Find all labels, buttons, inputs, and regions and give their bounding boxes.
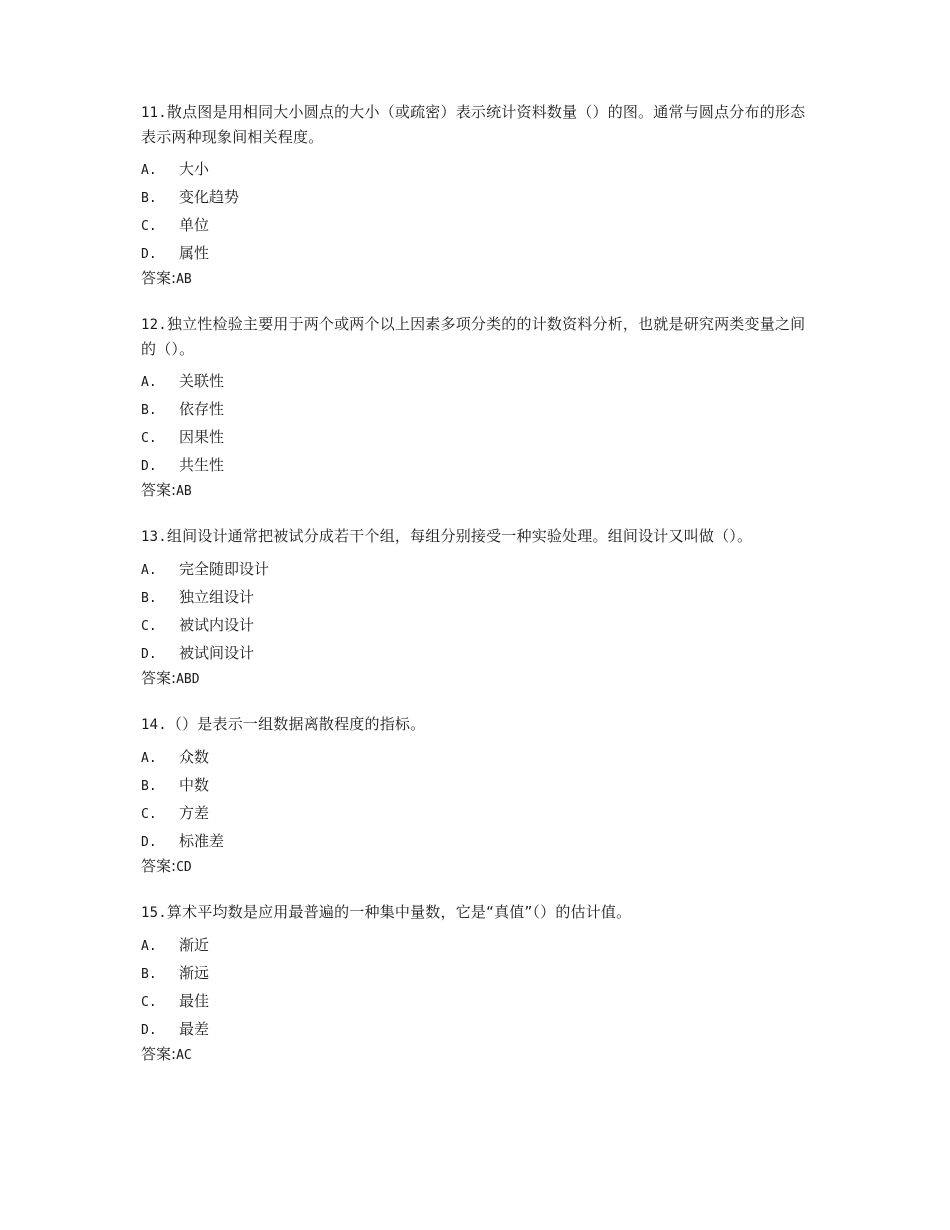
question-number: 14.: [141, 717, 167, 733]
option-text: 最佳: [179, 992, 210, 1010]
option-letter: C.: [141, 431, 157, 446]
question-text: [141, 312, 811, 361]
option-letter: A.: [141, 375, 157, 390]
answer-value: ABD: [176, 672, 200, 687]
question-text: [141, 712, 811, 737]
option-b: [141, 183, 811, 211]
answer-value: AC: [176, 1048, 192, 1063]
question-14: [141, 712, 811, 877]
question-stem: （）是表示一组数据离散程度的指标。: [166, 715, 426, 733]
answer-line: [141, 855, 811, 877]
option-letter: D.: [141, 835, 157, 850]
option-a: [141, 931, 811, 959]
question-13: [141, 524, 811, 689]
question-stem: 算术平均数是应用最普遍的一种集中量数，它是“真值”（）的估计值。: [166, 903, 632, 921]
option-c: [141, 211, 811, 239]
option-letter: C.: [141, 807, 157, 822]
option-letter: D.: [141, 647, 157, 662]
option-text: 完全随即设计: [179, 560, 270, 578]
option-letter: B.: [141, 591, 157, 606]
option-text: 标准差: [179, 832, 225, 850]
answer-line: [141, 267, 811, 289]
option-letter: D.: [141, 459, 157, 474]
option-letter: D.: [141, 247, 157, 262]
answer-line: [141, 667, 811, 689]
question-stem: 散点图是用相同大小圆点的大小（或疏密）表示统计资料数量（）的图。通常与圆点分布的形态表示两种现象间相关程度。: [141, 103, 806, 146]
option-a: [141, 743, 811, 771]
document-page: [141, 100, 811, 1088]
option-a: [141, 367, 811, 395]
option-c: [141, 611, 811, 639]
option-text: 渐远: [179, 964, 210, 982]
option-d: [141, 239, 811, 267]
option-letter: A.: [141, 939, 157, 954]
answer-value: AB: [176, 484, 192, 499]
option-text: 众数: [179, 748, 210, 766]
question-12: [141, 312, 811, 501]
question-11: [141, 100, 811, 289]
question-number: 13.: [141, 529, 167, 545]
question-number: 15.: [141, 905, 167, 921]
answer-label: 答案:: [141, 269, 177, 287]
option-text: 最差: [179, 1020, 210, 1038]
option-c: [141, 423, 811, 451]
option-text: 独立组设计: [179, 588, 255, 606]
option-letter: C.: [141, 995, 157, 1010]
option-letter: A.: [141, 163, 157, 178]
option-b: [141, 959, 811, 987]
answer-label: 答案:: [141, 1045, 177, 1063]
option-letter: A.: [141, 751, 157, 766]
option-letter: D.: [141, 1023, 157, 1038]
option-c: [141, 987, 811, 1015]
option-b: [141, 395, 811, 423]
question-stem: 组间设计通常把被试分成若干个组，每组分别接受一种实验处理。组间设计又叫做（）。: [166, 527, 753, 545]
option-letter: B.: [141, 779, 157, 794]
option-letter: B.: [141, 967, 157, 982]
option-c: [141, 799, 811, 827]
question-15: [141, 900, 811, 1065]
answer-line: [141, 479, 811, 501]
option-d: [141, 639, 811, 667]
question-number: 12.: [141, 317, 167, 333]
option-d: [141, 451, 811, 479]
answer-label: 答案:: [141, 857, 177, 875]
question-text: [141, 524, 811, 549]
option-letter: C.: [141, 619, 157, 634]
question-text: [141, 900, 811, 925]
option-b: [141, 583, 811, 611]
option-text: 渐近: [179, 936, 210, 954]
answer-label: 答案:: [141, 481, 177, 499]
option-letter: C.: [141, 219, 157, 234]
option-d: [141, 1015, 811, 1043]
option-text: 方差: [179, 804, 210, 822]
question-stem: 独立性检验主要用于两个或两个以上因素多项分类的的计数资料分析，也就是研究两类变量之间的（）。: [141, 315, 806, 358]
answer-line: [141, 1043, 811, 1065]
option-text: 被试内设计: [179, 616, 255, 634]
answer-value: AB: [176, 272, 192, 287]
option-text: 共生性: [179, 456, 225, 474]
option-a: [141, 155, 811, 183]
option-d: [141, 827, 811, 855]
answer-label: 答案:: [141, 669, 177, 687]
option-text: 大小: [179, 160, 210, 178]
option-text: 因果性: [179, 428, 225, 446]
option-text: 中数: [179, 776, 210, 794]
question-number: 11.: [141, 105, 167, 121]
answer-value: CD: [176, 860, 192, 875]
option-text: 单位: [179, 216, 210, 234]
question-text: [141, 100, 811, 149]
option-a: [141, 555, 811, 583]
option-b: [141, 771, 811, 799]
option-text: 被试间设计: [179, 644, 255, 662]
option-letter: A.: [141, 563, 157, 578]
option-text: 依存性: [179, 400, 225, 418]
option-text: 属性: [179, 244, 210, 262]
option-letter: B.: [141, 191, 157, 206]
option-text: 变化趋势: [179, 188, 240, 206]
option-text: 关联性: [179, 372, 225, 390]
option-letter: B.: [141, 403, 157, 418]
